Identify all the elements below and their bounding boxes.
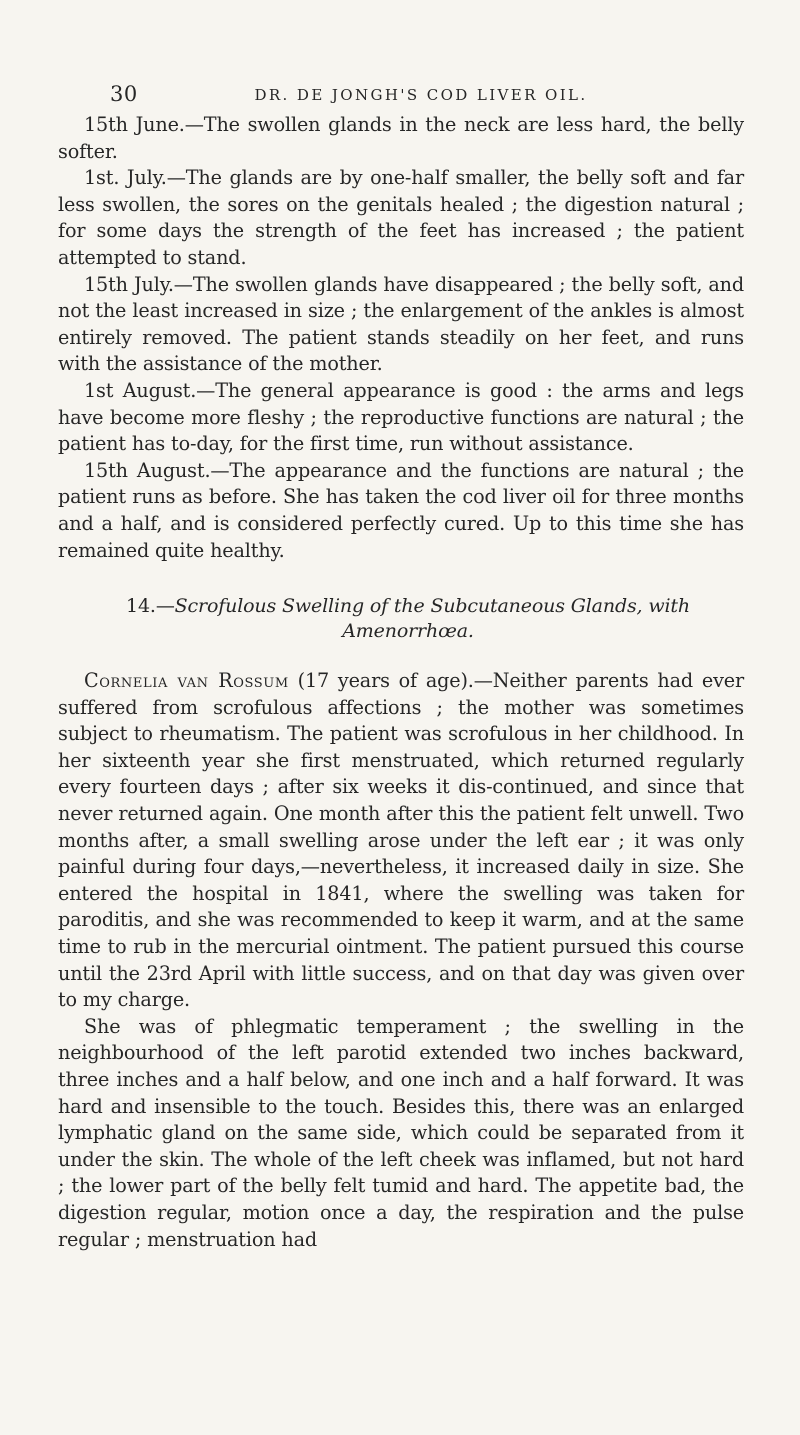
case-paragraph-1-text: (17 years of age).—Neither parents had ever suffered from scrofulous affections ; the mother was sometimes subject to rheumatism. The patient was scrofulous in her childhood. In her sixteenth year she first menstruated, which returned regularly every fourteen days ; after six weeks it dis-continued, and since that never returned again. One month after this the patient felt unwell. Two months after, a small swelling arose under the left ear ; it was only painful during four days,—nevertheless, it increased daily in size. She entered the hospital in 1841, where the swelling was taken for paroditis, and she was recommended to keep it warm, and at the same time to rub in the mercurial ointment. The patient pursued this course until the 23rd April with little success, and on that day was given over to my charge. [58, 669, 744, 1012]
entry-15th-july: 15th July.—The swollen glands have disappeared ; the belly soft, and not the least increased in size ; the enlargement of the ankles is almost entirely removed. The patient stands steadily on her feet, and runs with the assistance of the mother. [58, 272, 744, 376]
case-paragraph-2: She was of phlegmatic temperament ; the swelling in the neighbourhood of the left parotid extended two inches backward, three inches and a half below, and one inch and a half forward. It was hard and insensible to the touch. Besides this, there was an enlarged lymphatic gland on the same side, which could be separated from it under the skin. The whole of the left cheek was inflamed, but not hard ; the lower part of the belly felt tumid and hard. The appetite bad, the digestion regular, motion once a day, the respiration and the pulse regular ; menstruation had [58, 1014, 744, 1251]
section-title-line1: Scrofulous Swelling of the Subcutaneous Glands, with [174, 595, 690, 618]
page-header [58, 0, 744, 112]
case-paragraph-1 [58, 668, 744, 1014]
running-head: DR. DE JONGH'S COD LIVER OIL. [254, 86, 588, 104]
entry-15th-june: 15th June.—The swollen glands in the neck are less hard, the belly softer. [58, 113, 744, 163]
section-title-line2: Amenorrhœa. [342, 620, 474, 643]
section-number: 14. [126, 595, 156, 618]
entry-1st-august: 1st August.—The general appearance is good : the arms and legs have become more fleshy ; the reproductive functions are natural ; the patient has to-day, for the first time, run without assistance. [58, 378, 744, 456]
entry-15th-august: 15th August.—The appearance and the functions are natural ; the patient runs as before. She has taken the cod liver oil for three months and a half, and is considered perfectly cured. Up to this time she has remained quite healthy. [58, 458, 744, 562]
page-number: 30 [110, 82, 138, 106]
body-text [58, 112, 744, 1253]
section-dash: — [155, 595, 175, 618]
entry-1st-july: 1st. July.—The glands are by one-half smaller, the belly soft and far less swollen, the sores on the genitals healed ; the digestion natural ; for some days the strength of the feet has increased ; the patient attempted to stand. [58, 166, 744, 269]
patient-name: Cornelia van Rossum [84, 669, 289, 693]
section-heading [58, 594, 744, 644]
